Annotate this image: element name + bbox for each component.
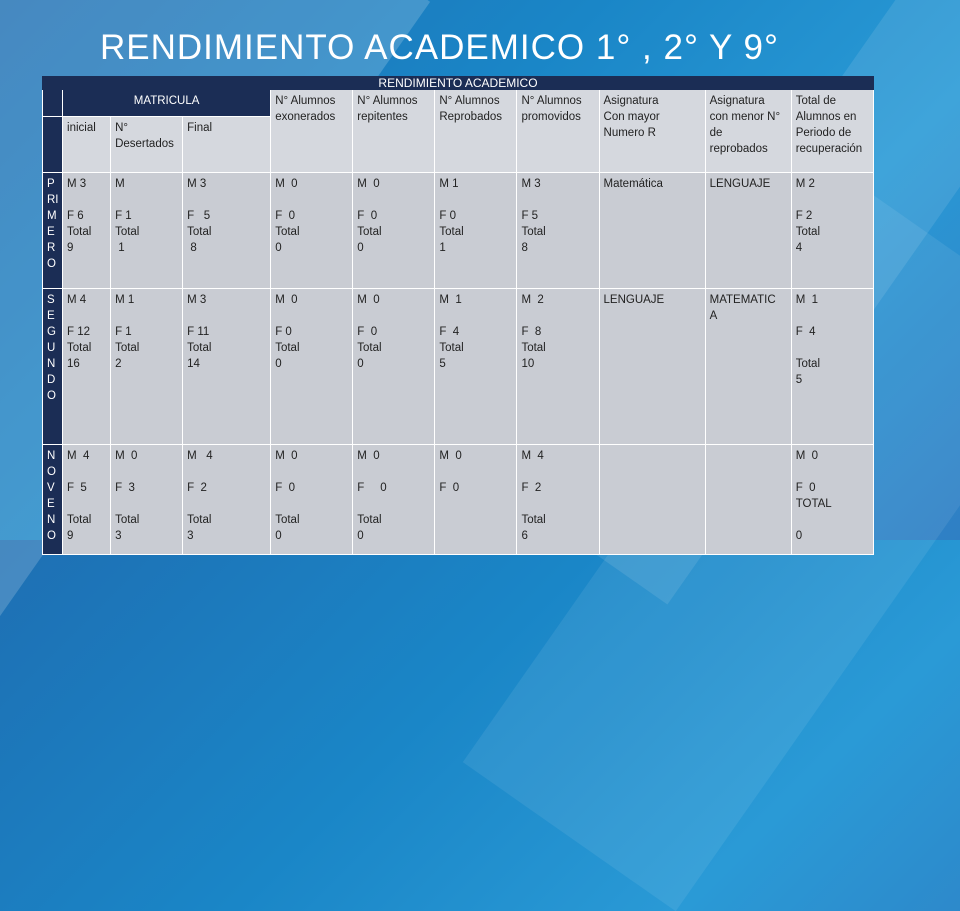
header-asignatura-menor: Asignatura con menor N° de reprobados [705,90,791,173]
cell-desertados: M 0 F 3 Total 3 [111,445,183,555]
cell-asignatura-menor: LENGUAJE [705,173,791,289]
table-row [43,173,874,289]
cell-desertados: M 1 F 1 Total 2 [111,289,183,445]
cell-recuperacion: M 1 F 4 Total 5 [791,289,873,445]
table-row [43,445,874,555]
cell-recuperacion: M 0 F 0 TOTAL 0 [791,445,873,555]
cell-recuperacion: M 2 F 2 Total 4 [791,173,873,289]
header-final: Final [183,117,271,173]
cell-exonerados: M 0 F 0 Total 0 [271,173,353,289]
cell-exonerados: M 0 F 0 Total 0 [271,445,353,555]
corner-cell [43,117,63,173]
header-promovidos: N° Alumnos promovidos [517,90,599,173]
cell-promovidos: M 3 F 5 Total 8 [517,173,599,289]
cell-final: M 4 F 2 Total 3 [183,445,271,555]
performance-table [42,76,874,555]
grade-label: N O V E N O [43,445,63,555]
table-header-row [43,90,874,117]
header-asignatura-mayor: Asignatura Con mayor Numero R [599,90,705,173]
cell-final: M 3 F 11 Total 14 [183,289,271,445]
cell-asignatura-menor [705,445,791,555]
cell-reprobados: M 1 F 4 Total 5 [435,289,517,445]
cell-repitentes: M 0 F 0 Total 0 [353,445,435,555]
grade-label: P RI M E R O [43,173,63,289]
cell-exonerados: M 0 F 0 Total 0 [271,289,353,445]
table-row [43,289,874,445]
table-banner-row [43,77,874,90]
header-reprobados: N° Alumnos Reprobados [435,90,517,173]
cell-final: M 3 F 5 Total 8 [183,173,271,289]
cell-repitentes: M 0 F 0 Total 0 [353,289,435,445]
cell-asignatura-mayor: LENGUAJE [599,289,705,445]
cell-promovidos: M 4 F 2 Total 6 [517,445,599,555]
header-inicial: inicial [63,117,111,173]
cell-inicial: M 4 F 12 Total 16 [63,289,111,445]
cell-promovidos: M 2 F 8 Total 10 [517,289,599,445]
cell-asignatura-mayor [599,445,705,555]
cell-inicial: M 3 F 6 Total 9 [63,173,111,289]
cell-reprobados: M 1 F 0 Total 1 [435,173,517,289]
table-banner: RENDIMIENTO ACADEMICO [43,77,874,90]
slide-title: RENDIMIENTO ACADEMICO 1° , 2° Y 9° [100,28,779,67]
cell-asignatura-mayor: Matemática [599,173,705,289]
header-desertados: N° Desertados [111,117,183,173]
matricula-header: MATRICULA [63,90,271,117]
cell-repitentes: M 0 F 0 Total 0 [353,173,435,289]
header-repitentes: N° Alumnos repitentes [353,90,435,173]
corner-cell [43,90,63,117]
cell-inicial: M 4 F 5 Total 9 [63,445,111,555]
cell-reprobados: M 0 F 0 [435,445,517,555]
grade-label: S E G U N D O [43,289,63,445]
header-exonerados: N° Alumnos exonerados [271,90,353,173]
cell-desertados: M F 1 Total 1 [111,173,183,289]
header-recuperacion: Total de Alumnos en Periodo de recuperación [791,90,873,173]
cell-asignatura-menor: MATEMATIC A [705,289,791,445]
